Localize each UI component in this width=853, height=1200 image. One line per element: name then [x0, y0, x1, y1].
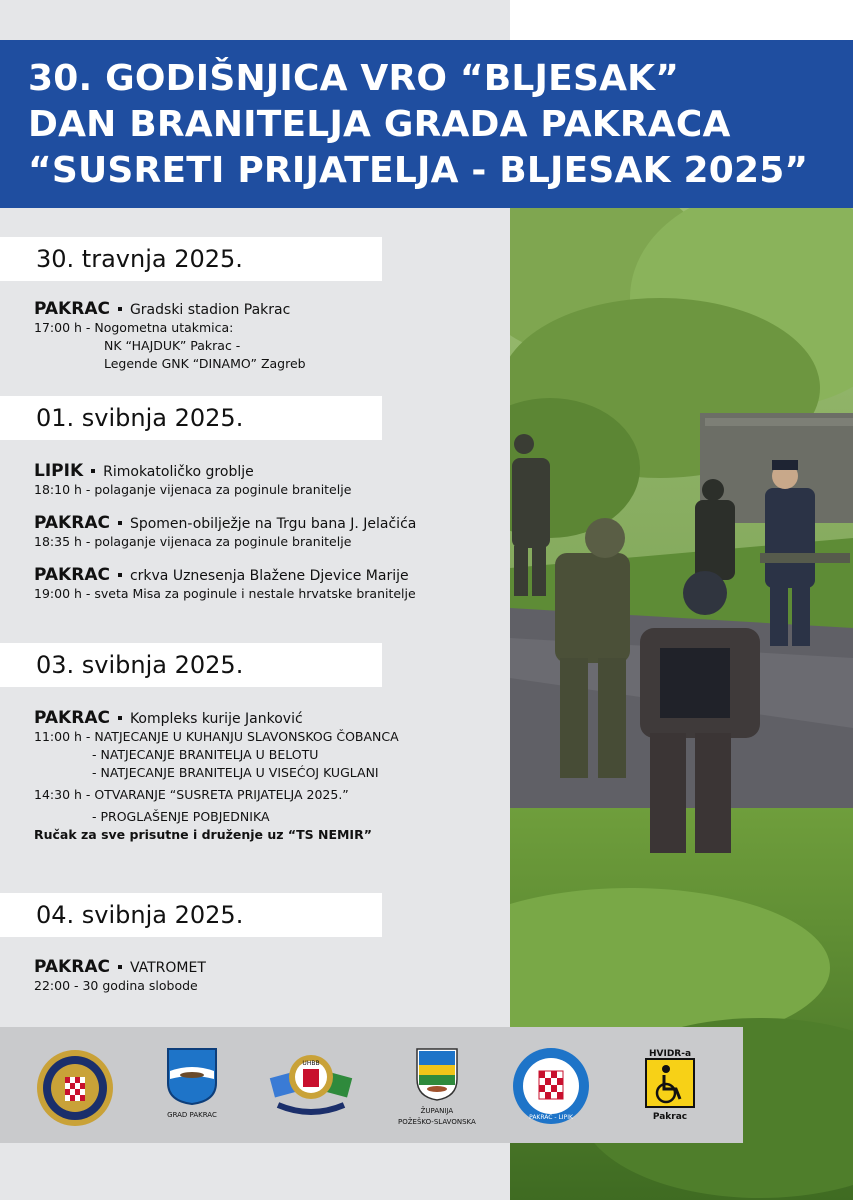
- veterans-seal-logo: [36, 1049, 114, 1131]
- bullet-dot: [118, 573, 122, 577]
- event-line: 22:00 - 30 godina slobode: [34, 978, 198, 993]
- hvidra-label: HVIDR-a: [648, 1049, 692, 1059]
- zupanija-logo: [398, 1047, 476, 1127]
- event-location: Spomen-obilježje na Trgu bana J. Jelačića: [129, 516, 417, 532]
- event-line: 18:10 h - polaganje vijenaca za poginule branitelje: [34, 482, 352, 497]
- date-bar-03-may: 03. svibnja 2025.: [0, 643, 382, 687]
- title-line-1: 30. GODIŠNJICA VRO “BLJESAK”: [28, 58, 680, 99]
- event-place: LIPIK: [34, 461, 84, 481]
- event-line: 17:00 h - Nogometna utakmica:: [34, 320, 234, 335]
- event-day3-1: [34, 709, 399, 844]
- date-bar-01-may: 01. svibnja 2025.: [0, 396, 382, 440]
- grad-pakrac-logo: [166, 1047, 218, 1120]
- date-bar-04-may: 04. svibnja 2025.: [0, 893, 382, 937]
- event-line: NK “HAJDUK” Pakrac -: [104, 338, 241, 353]
- bullet-dot: [118, 307, 122, 311]
- date-bar-30-april: 30. travnja 2025.: [0, 237, 382, 281]
- event-day4-1: [34, 958, 206, 995]
- udruga-branitelja-logo: [512, 1047, 590, 1129]
- uhbb-label: UHBB: [302, 1060, 320, 1067]
- event-line: Legende GNK “DINAMO” Zagreb: [104, 356, 306, 371]
- zupanija-caption-1: ŽUPANIJA: [420, 1107, 454, 1115]
- bullet-dot: [118, 521, 122, 525]
- zupanija-caption-2: POŽEŠKO-SLAVONSKA: [398, 1118, 476, 1126]
- event-location: Gradski stadion Pakrac: [129, 302, 291, 318]
- event-location: Rimokatoličko groblje: [103, 464, 254, 480]
- grad-pakrac-caption: GRAD PAKRAC: [167, 1111, 217, 1119]
- event-place: PAKRAC: [34, 957, 110, 977]
- event-location: Kompleks kurije Janković: [129, 711, 303, 727]
- event-day2-3: [34, 566, 416, 603]
- event-line: - NATJECANJE BRANITELJA U VISEĆOJ KUGLANI: [92, 765, 379, 780]
- event-location: crkva Uznesenja Blažene Djevice Marije: [129, 568, 409, 584]
- event-line: 18:35 h - polaganje vijenaca za poginule branitelje: [34, 534, 352, 549]
- event-day2-1: [34, 462, 351, 499]
- event-day1-1: [34, 300, 306, 373]
- event-place: PAKRAC: [34, 299, 110, 319]
- title-line-3: “SUSRETI PRIJATELJA - BLJESAK 2025”: [28, 150, 809, 191]
- sponsor-logo-bar: [0, 1027, 743, 1143]
- uhbb-logo: [268, 1047, 354, 1121]
- event-line-lunch: Ručak za sve prisutne i druženje uz “TS NEMIR”: [34, 827, 372, 842]
- hvidra-sublabel: Pakrac: [652, 1112, 688, 1122]
- hvidra-logo: [644, 1047, 696, 1127]
- event-line: 19:00 h - sveta Misa za poginule i nestale hrvatske branitelje: [34, 586, 416, 601]
- event-line: - NATJECANJE BRANITELJA U BELOTU: [92, 747, 319, 762]
- top-white-strip: [510, 0, 853, 40]
- bullet-dot: [118, 965, 122, 969]
- bullet-dot: [91, 469, 95, 473]
- bullet-dot: [118, 716, 122, 720]
- event-place: PAKRAC: [34, 565, 110, 585]
- event-place: PAKRAC: [34, 513, 110, 533]
- event-day2-2: [34, 514, 416, 551]
- event-place: PAKRAC: [34, 708, 110, 728]
- event-location: VATROMET: [129, 960, 206, 976]
- event-line: 11:00 h - NATJECANJE U KUHANJU SLAVONSKOG ČOBANCA: [34, 729, 399, 744]
- event-line: - PROGLAŠENJE POBJEDNIKA: [92, 809, 270, 824]
- title-banner: [0, 40, 853, 208]
- event-line: 14:30 h - OTVARANJE “SUSRETA PRIJATELJA 2025.”: [34, 787, 349, 802]
- title-line-2: DAN BRANITELJA GRADA PAKRACA: [28, 104, 731, 145]
- udruga-label: PAKRAC - LIPIK: [529, 1114, 573, 1121]
